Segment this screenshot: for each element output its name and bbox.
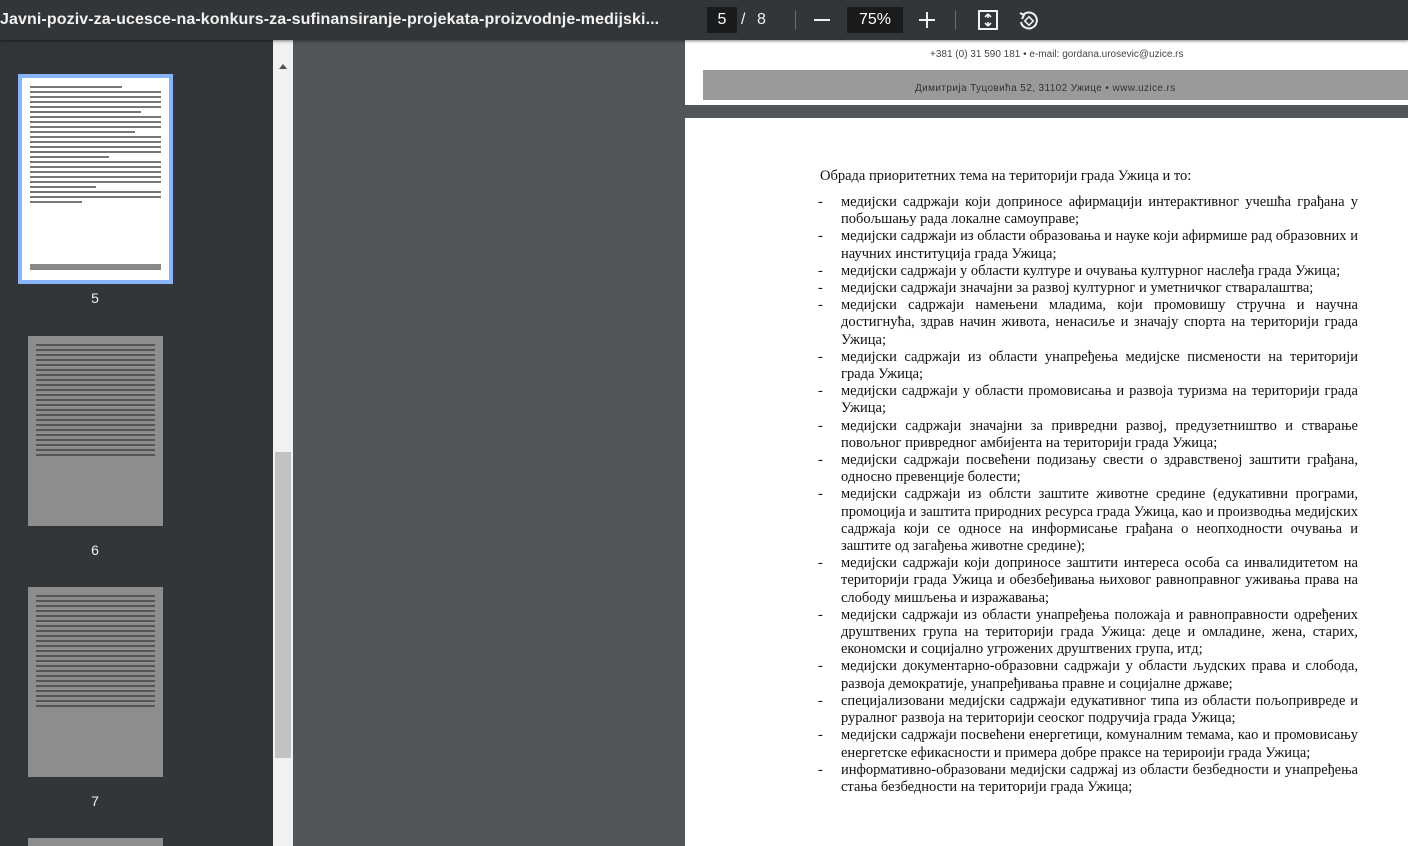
zoom-in-icon: [918, 11, 936, 29]
rotate-button[interactable]: [1012, 4, 1044, 36]
list-dash: -: [818, 194, 823, 210]
thumbnail-page-7[interactable]: [28, 587, 163, 777]
thumbnail-content: [36, 344, 155, 459]
letterhead-contact: +381 (0) 31 590 181 • e-mail: gordana.urosevic@uzice.rs: [930, 49, 1184, 60]
list-item-text: специјализовани медијски садржаји едукативног типа из области пољопривреде и руралног развоја на територији сеоског подручија града Ужица;: [841, 692, 1358, 727]
list-dash: -: [818, 417, 823, 434]
list-item-text: медијски садржаји из облсти заштите животне средине (едукативни програми, промоција и заштита природних ресурса града Ужица, као и производња медијских садржаја који се односе на информисање грађана о неопходности очувања и заштите од загађења животне средине);: [841, 486, 1358, 555]
previous-page: [685, 40, 1408, 105]
fit-page-button[interactable]: [972, 4, 1004, 36]
priority-topics-list: [818, 194, 1358, 796]
list-item: [818, 762, 1358, 796]
list-dash: -: [818, 452, 823, 469]
scroll-up-arrow-icon[interactable]: [273, 58, 293, 74]
toolbar-divider: [795, 10, 796, 30]
list-dash: -: [818, 348, 823, 365]
list-item: [818, 452, 1358, 486]
list-item: [818, 658, 1358, 692]
list-item-text: информативно-образовани медијски садржај из области безбедности и унапређења стања безбедности на територији града Ужица;: [841, 761, 1358, 795]
list-dash: -: [818, 383, 823, 400]
zoom-out-button[interactable]: [806, 4, 838, 36]
toolbar-divider: [955, 10, 956, 30]
thumbnail-content: [30, 86, 161, 206]
list-item: [818, 486, 1358, 555]
list-item: [818, 418, 1358, 452]
list-item: [818, 693, 1358, 727]
zoom-in-button[interactable]: [911, 4, 943, 36]
thumbnail-page-number: 6: [91, 542, 99, 558]
zoom-level-input[interactable]: 75%: [847, 7, 903, 33]
list-item-text: медијски садржаји значајни за привредни развој, предузетништво и стварање повољног привредног амбијента на територији града Ужица;: [841, 417, 1358, 451]
thumbnail-page-number: 7: [91, 793, 99, 809]
list-item-text: медијски садржаји у области промовисања и развоја туризма на територији града Ужица;: [841, 383, 1358, 417]
list-dash: -: [818, 228, 823, 245]
thumbnail-footer-band: [30, 264, 161, 270]
list-item: [818, 383, 1358, 417]
list-item-text: медијски садржаји који доприносе заштити интереса особа са инвалидитетом на територији града Ужица и обезбеђивања њиховог равноправног уживања права на слободу мишљења и изражавања;: [841, 555, 1358, 606]
zoom-out-icon: [813, 11, 831, 29]
list-item-text: медијски садржаји значајни за развој културног и уметничког стваралаштва;: [841, 280, 1314, 297]
sidebar-scroll-thumb[interactable]: [275, 452, 291, 758]
list-dash: -: [818, 262, 823, 279]
list-dash: -: [818, 692, 823, 709]
list-item-text: медијски садржаји посвећени подизању свести о здравственој заштити грађана, односно превенције болести;: [841, 452, 1358, 486]
list-item-text: медијски документарно-образовни садржаји у области људских права и слобода, развоја демократије, унапређивања правне и социјалне државе;: [841, 658, 1358, 692]
list-item-text: медијски садржаји који доприносе афирмацији интерактивног учешћа грађана у побољшању рада локалне самоуправе;: [841, 194, 1358, 228]
list-dash: -: [818, 658, 823, 675]
list-item-text: медијски садржаји у области културе и очувања културног наслеђа града Ужица;: [841, 262, 1341, 279]
thumbnail-page-8[interactable]: [28, 838, 163, 846]
rotate-icon: [1017, 9, 1039, 31]
current-page-input[interactable]: 5: [707, 7, 737, 33]
list-dash: -: [818, 297, 823, 314]
page-separator: /: [741, 11, 746, 28]
list-item-text: медијски садржаји посвећени енергетици, комуналним темама, као и промовисању енергетске ефикасности и примера добре праксе на терироији града Ужица;: [841, 727, 1358, 761]
list-dash: -: [818, 555, 823, 572]
thumbnail-content: [36, 595, 155, 710]
document-page: [685, 118, 1408, 846]
thumbnail-sidebar: [0, 40, 273, 846]
list-item: [818, 607, 1358, 659]
list-dash: -: [818, 486, 823, 503]
list-item: [818, 349, 1358, 383]
list-item: [818, 280, 1358, 297]
total-pages: 8: [757, 11, 766, 28]
list-dash: -: [818, 761, 823, 778]
intro-paragraph: Обрада приоритетних тема на територији града Ужица и то:: [820, 168, 1192, 184]
thumbnail-page-5[interactable]: [22, 78, 169, 280]
fit-page-icon: [977, 9, 999, 31]
pdf-toolbar: [0, 0, 1408, 40]
document-title: Javni-poziv-za-ucesce-na-konkurs-za-sufinansiranje-projekata-proizvodnje-medijski...: [0, 11, 660, 28]
thumbnail-page-6[interactable]: [28, 336, 163, 526]
list-item-text: медијски садржаји из области унапређења медијске писмености на територији града Ужица;: [841, 348, 1358, 383]
thumbnail-page-number: 5: [91, 290, 99, 306]
list-item: [818, 263, 1358, 280]
list-dash: -: [818, 280, 823, 297]
list-dash: -: [818, 727, 823, 744]
list-item-text: медијски садржаји из области унапређења положаја и равноправности одређених друштвених група на територији града Ужица: деце и омладине, жена, старих, економски и социјално угрожених друштвених група, итд;: [841, 606, 1358, 658]
list-dash: -: [818, 606, 823, 623]
list-item-text: медијски садржаји из области образовања и науке који афирмише рад образовних и научних институција града Ужица;: [841, 228, 1358, 262]
list-item: [818, 228, 1358, 262]
list-item: [818, 555, 1358, 607]
list-item: [818, 727, 1358, 761]
list-item-text: медијски садржаји намењени младима, који промовишу стручна и научна достигнућа, здрав начин живота, ненасиље и значају спорта на територији града Ужица;: [841, 297, 1358, 348]
list-item: [818, 194, 1358, 228]
list-item: [818, 297, 1358, 349]
letterhead-address: Димитрија Туцовића 52, 31102 Ужице • www.uzice.rs: [915, 83, 1176, 94]
